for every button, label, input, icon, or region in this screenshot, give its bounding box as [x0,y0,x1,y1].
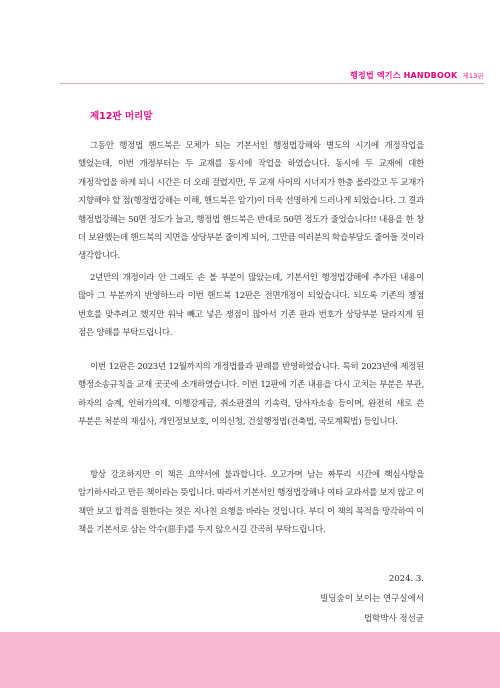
footer-band [0,632,500,688]
paragraph-text: 항상 강조하지만 이 책은 요약서에 불과합니다. 오고가며 남는 짜투리 시간에 핵심사항을 암기하시라고 만든 책이라는 뜻입니다. 따라서 기본서인 행정법강해나 여타 교과서를 보지 않고 이 책만 보고 합격을 원한다는 것은 지나친 요행을 바라는 것입니다. 부디 이 책의 목적을 망각하여 이 책을 기본서로 삼는 악수(惡手)를 두지 않으시길 간곡히 부탁드립니다. [78,470,424,536]
running-header [350,70,484,81]
signature-date: 2024. 3. [388,574,424,584]
book-title: 행정법 엑기스 HANDBOOK [350,71,458,80]
paragraph-text: 2년만의 개정이라 안 그래도 손 볼 부분이 많았는데, 기본서인 행정법강해에 추가된 내용이 많아 그 부분까지 반영하느라 이번 핸드북 12판은 전면개정이 되었습니다. 되도록 기존의 쟁점 번호를 맞추려고 했지만 워낙 빼고 넣은 쟁점이 많아서 기존 판과 번호가 상당부분 달라지게 된 점은 양해를 부탁드립니다. [78,273,424,339]
preface-paragraph-4 [78,466,424,559]
preface-paragraph-2 [78,269,424,362]
signature-block [224,569,424,629]
signature-author: 법학박사 정선균 [363,614,424,624]
preface-paragraph-3 [78,358,424,451]
header-rule [60,83,484,84]
signature-place: 빌딩숲이 보이는 연구실에서 [320,594,424,604]
preface-paragraph-1 [78,137,424,285]
section-title: 제12판 머리말 [90,111,153,122]
edition-label: 제13판 [462,72,484,80]
paragraph-text: 이번 12판은 2023년 12월까지의 개정법률과 판례를 반영하였습니다. 특히 2023년에 제정된 행정소송규칙을 교재 곳곳에 소개하였습니다. 이번 12판에 기존 내용을 다시 고치는 부분은 부관, 하자의 승계, 인허가의제, 이행강제금, 취소판결의 기속력, 당사자소송 등이며, 완전히 새로 쓴 부분은 처분의 재심사, 개인정보보호, 이의신청, 건설행정법(건축법, 국토계획법) 등입니다. [78,362,424,428]
paragraph-text: 그동안 행정법 핸드북은 모체가 되는 기본서인 행정법강해와 별도의 시기에 개정작업을 했었는데, 이번 개정부터는 두 교재를 동시에 작업을 하였습니다. 동시에 두 교재에 대한 개정작업을 하게 되니 시간은 더 오래 걸렸지만, 두 교재 사이의 시너지가 한층 올라갔고 두 교재가 지향해야 할 점(행정법강해는 이해, 핸드북은 암기)이 더욱 선명하게 드러나게 되었습니다. 그 결과 행정법강해는 50면 정도가 늘고, 행정법 핸드북은 반대로 50면 정도가 줄었습니다!! 내용을 한 창 더 보완했는데 핸드북의 지면을 상당부분 줄이게 되어, 그만큼 여러분의 학습부담도 줄어들 것이라 생각합니다. [78,141,424,262]
